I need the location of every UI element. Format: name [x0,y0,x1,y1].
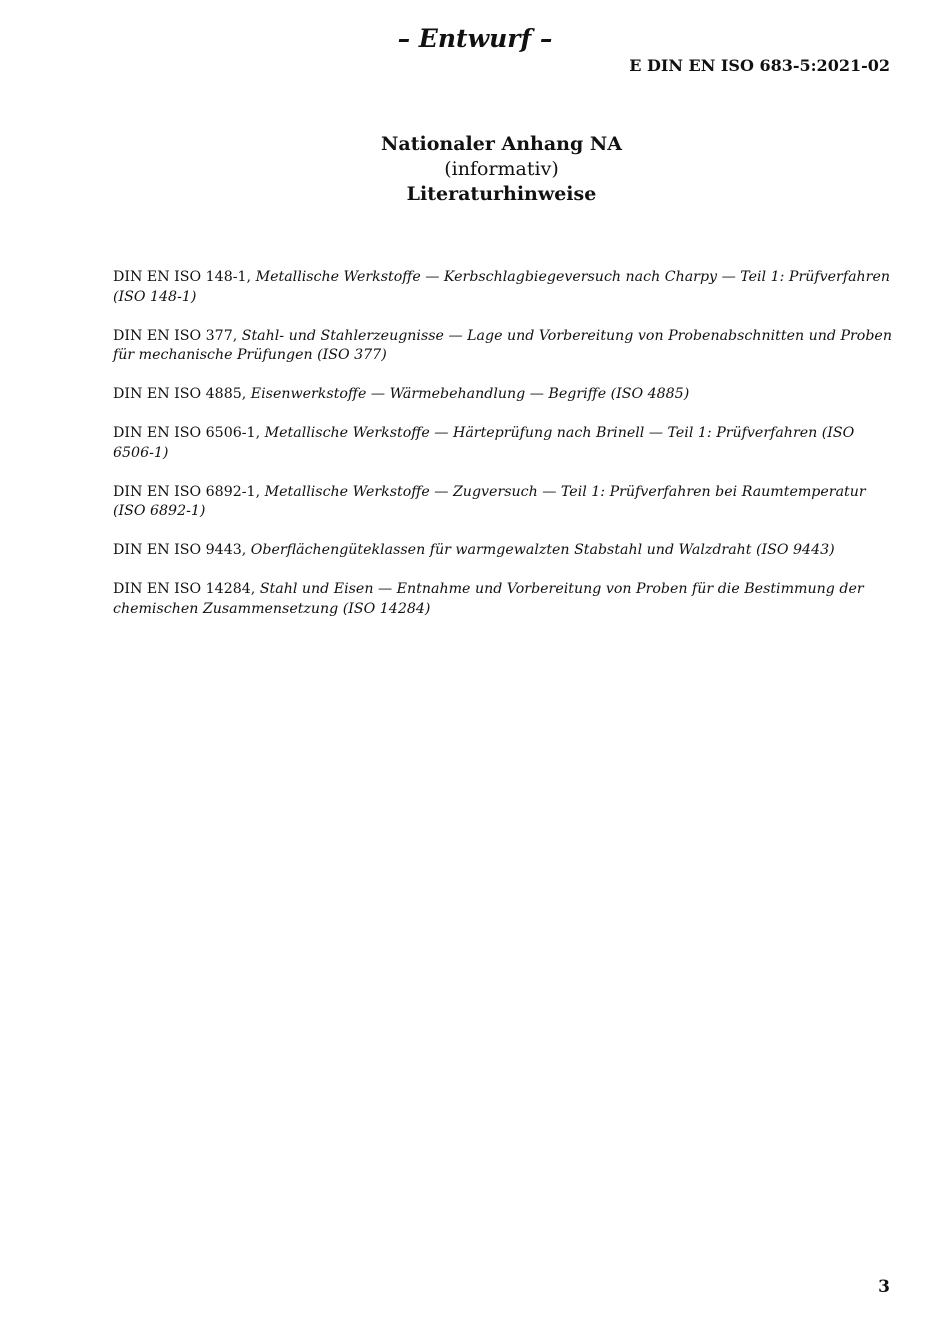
reference-title: Stahl- und Stahlerzeugnisse — Lage und Vorbereitung von Probenabschnitten und Proben für mechanische Prüfungen (ISO 377) [113,327,892,363]
reference-entry [113,424,893,463]
document-id: E DIN EN ISO 683-5:2021-02 [629,56,890,75]
draft-banner: – Entwurf – [397,24,553,53]
annex-title: Nationaler Anhang NA [381,133,622,155]
reference-title: Metallische Werkstoffe — Zugversuch — Teil 1: Prüfverfahren bei Raumtemperatur (ISO 6892-1) [113,483,866,519]
reference-designation: DIN EN ISO 6892-1, [113,483,265,500]
reference-entry [113,580,893,619]
annex-status: (informativ) [444,158,559,180]
reference-title: Metallische Werkstoffe — Härteprüfung nach Brinell — Teil 1: Prüfverfahren (ISO 6506-1) [113,425,855,461]
reference-entry [113,327,893,366]
reference-designation: DIN EN ISO 14284, [113,581,260,597]
reference-title: Metallische Werkstoffe — Kerbschlagbiegeversuch nach Charpy — Teil 1: Prüfverfahren (ISO 148-1) [113,269,890,305]
reference-title: Eisenwerkstoffe — Wärmebehandlung — Begriffe (ISO 4885) [250,386,690,402]
reference-list [113,268,893,639]
reference-designation: DIN EN ISO 9443, [113,542,251,558]
reference-entry [113,268,893,307]
reference-entry [113,483,893,522]
reference-designation: DIN EN ISO 148-1, [113,269,256,285]
reference-designation: DIN EN ISO 377, [113,327,242,344]
reference-entry [113,385,893,405]
reference-title: Oberflächengüteklassen für warmgewalzten Stabstahl und Walzdraht (ISO 9443) [250,542,835,558]
reference-designation: DIN EN ISO 6506-1, [113,425,265,441]
annex-heading [0,132,950,207]
page-number: 3 [878,1277,890,1297]
reference-entry [113,541,893,561]
reference-title: Stahl und Eisen — Entnahme und Vorbereitung von Proben für die Bestimmung der chemischen Zusammensetzung (ISO 14284) [113,581,864,617]
annex-subtitle: Literaturhinweise [406,183,597,205]
reference-designation: DIN EN ISO 4885, [113,386,251,402]
